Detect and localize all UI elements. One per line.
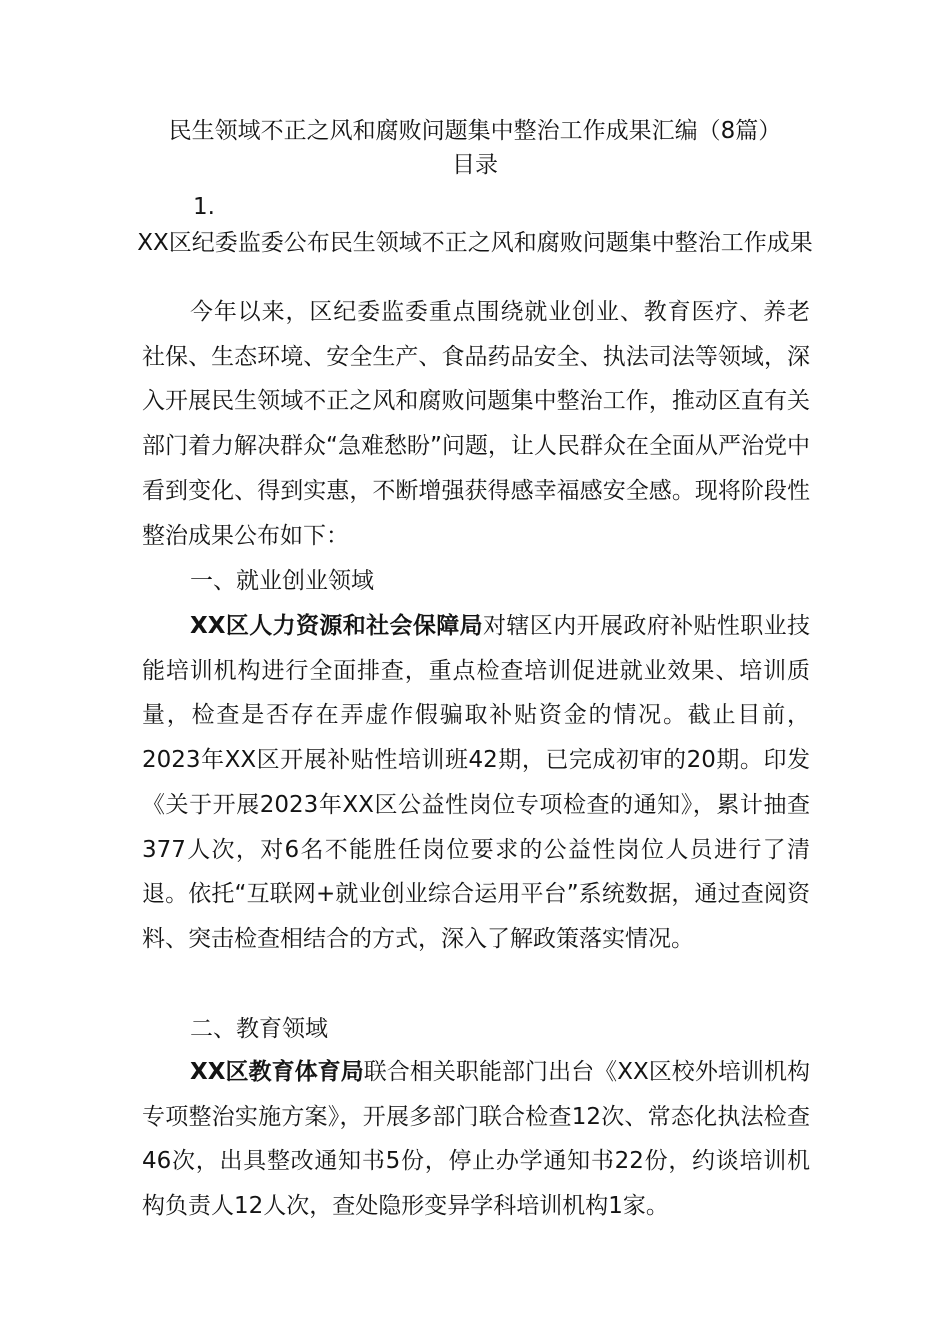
section2-heading: 二、教育领域 [190, 1016, 328, 1042]
section2-body: 联合相关职能部门出台《XX区校外培训机构专项整治实施方案》，开展多部门联合检查12次、常态化执法检查46次，出具整改通知书5份，停止办学通知书22份，约谈培训机构负责人12人次，查处隐形变异学科培训机构1家。 [142, 1059, 811, 1220]
section2-lead: XX区教育体育局 [190, 1059, 364, 1085]
item-number: 1. [193, 194, 215, 220]
toc-label: 目录 [452, 152, 498, 178]
section1-paragraph [142, 604, 810, 962]
section2-paragraph [142, 1050, 810, 1229]
intro-paragraph: 今年以来，区纪委监委重点围绕就业创业、教育医疗、养老社保、生态环境、安全生产、食品药品安全、执法司法等领域，深入开展民生领域不正之风和腐败问题集中整治工作，推动区直有关部门着力解决群众“急难愁盼”问题，让人民群众在全面从严治党中看到变化、得到实惠，不断增强获得感幸福感安全感。现将阶段性整治成果公布如下： [142, 299, 810, 549]
article-title: XX区纪委监委公布民生领域不正之风和腐败问题集中整治工作成果 [137, 230, 813, 256]
section1-body: 对辖区内开展政府补贴性职业技能培训机构进行全面排查，重点检查培训促进就业效果、培训质量，检查是否存在弄虚作假骗取补贴资金的情况。截止目前，2023年XX区开展补贴性培训班42期，已完成初审的20期。印发《关于开展2023年XX区公益性岗位专项检查的通知》，累计抽查377人次，对6名不能胜任岗位要求的公益性岗位人员进行了清退。依托“互联网+就业创业综合运用平台”系统数据，通过查阅资料、突击检查相结合的方式，深入了解政策落实情况。 [142, 613, 811, 952]
section1-heading: 一、就业创业领域 [190, 568, 374, 594]
section1-lead: XX区人力资源和社会保障局 [190, 613, 484, 639]
document-title: 民生领域不正之风和腐败问题集中整治工作成果汇编（8篇） [168, 118, 782, 144]
